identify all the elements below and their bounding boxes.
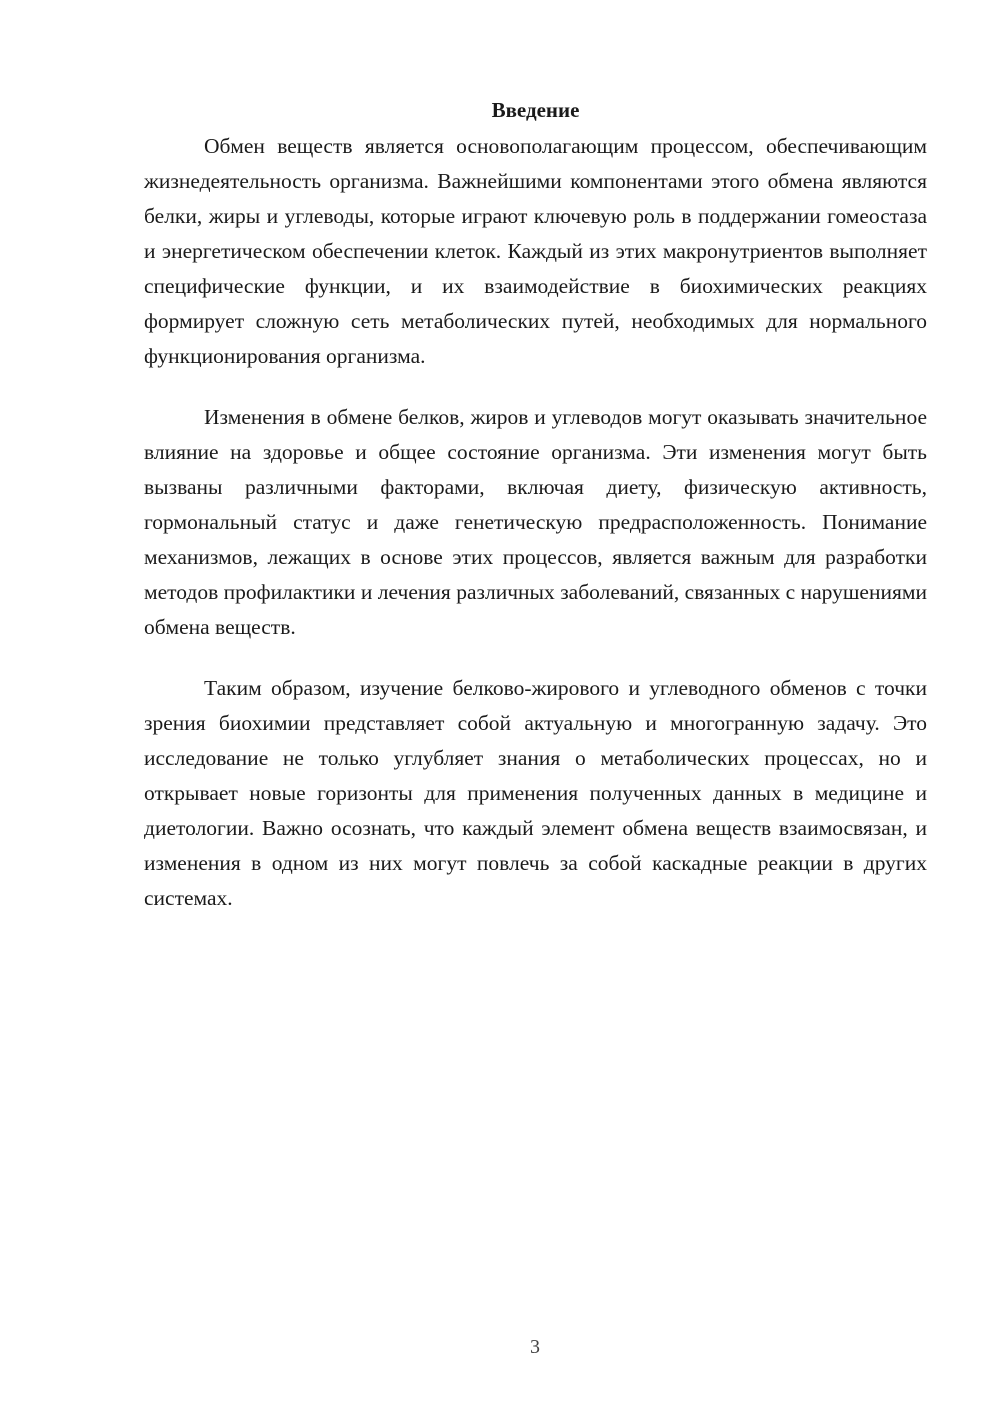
- page-number: 3: [530, 1336, 540, 1358]
- page-content: [144, 95, 927, 916]
- paragraph-2: Изменения в обмене белков, жиров и углеводов могут оказывать значительное влияние на здоровье и общее состояние организма. Эти изменения могут быть вызваны различными факторами, включая диету, физическую активность, гормональный статус и даже генетическую предрасположенность. Понимание механизмов, лежащих в основе этих процессов, является важным для разработки методов профилактики и лечения различных заболеваний, связанных с нарушениями обмена веществ.: [144, 405, 927, 639]
- section-heading: Введение: [491, 98, 580, 122]
- paragraph-3: Таким образом, изучение белково-жирового и углеводного обменов с точки зрения биохимии представляет собой актуальную и многогранную задачу. Это исследование не только углубляет знания о метаболических процессах, но и открывает новые горизонты для применения полученных данных в медицине и диетологии. Важно осознать, что каждый элемент обмена веществ взаимосвязан, и изменения в одном из них могут повлечь за собой каскадные реакции в других системах.: [144, 676, 927, 910]
- paragraph-1: Обмен веществ является основополагающим процессом, обеспечивающим жизнедеятельность организма. Важнейшими компонентами этого обмена являются белки, жиры и углеводы, которые играют ключевую роль в поддержании гомеостаза и энергетическом обеспечении клеток. Каждый из этих макронутриентов выполняет специфические функции, и их взаимодействие в биохимических реакциях формирует сложную сеть метаболических путей, необходимых для нормального функционирования организма.: [144, 134, 927, 368]
